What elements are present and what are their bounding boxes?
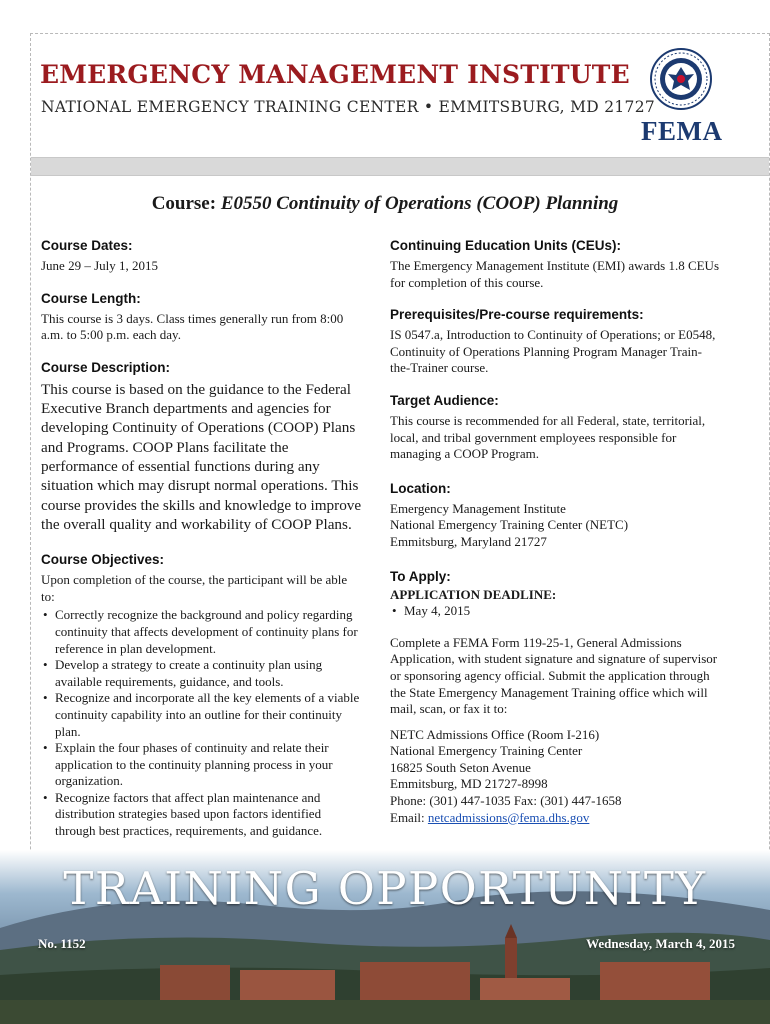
left-column <box>41 238 363 856</box>
list-item: • Correctly recognize the background and policy regarding continuity that affects development of continuity plans for reference in plan development. <box>55 607 363 657</box>
email-label: Email: <box>390 809 428 825</box>
to-apply-section <box>390 569 720 827</box>
course-objectives-section <box>41 552 363 840</box>
phone-fax-line: Phone: (301) 447-1035 Fax: (301) 447-1658 <box>390 793 622 809</box>
ceus-section <box>390 238 720 291</box>
prerequisites-text: IS 0547.a, Introduction to Continuity of Operations; or E0548, Continuity of Operations Planning Program Manager Train-the-Trainer course. <box>390 327 716 376</box>
address-line: 16825 South Seton Avenue <box>390 759 531 775</box>
location-line: National Emergency Training Center (NETC) <box>390 517 629 533</box>
training-opportunity-banner: TRAINING OPPORTUNITY <box>63 862 707 915</box>
target-audience-heading: Target Audience: <box>390 392 499 408</box>
course-dates-heading: Course Dates: <box>41 238 133 253</box>
location-section <box>390 481 720 551</box>
issue-number: No. 1152 <box>38 936 86 951</box>
ceus-text: The Emergency Management Institute (EMI) awards 1.8 CEUs for completion of this course. <box>390 258 719 290</box>
address-line: NETC Admissions Office (Room I-216) <box>390 726 600 742</box>
application-deadline-date: • May 4, 2015 <box>404 603 720 620</box>
objectives-list <box>41 607 363 839</box>
target-audience-section <box>390 393 720 463</box>
list-item: • Recognize factors that affect plan maintenance and distribution strategies based upon factors identified through best practices, requirements, and guidance. <box>55 790 363 840</box>
deadline-list <box>390 603 720 620</box>
course-objectives-heading: Course Objectives: <box>41 552 165 568</box>
prerequisites-heading: Prerequisites/Pre-course requirements: <box>390 307 644 323</box>
course-length-text: This course is 3 days. Class times generally run from 8:00 a.m. to 5:00 p.m. each day. <box>41 310 344 343</box>
course-length-section <box>41 291 363 344</box>
location-heading: Location: <box>390 480 451 496</box>
course-length-heading: Course Length: <box>41 290 141 306</box>
fema-logo: FEMA <box>641 116 723 146</box>
header-divider-band <box>31 157 769 176</box>
email-line <box>390 810 720 827</box>
location-line: Emmitsburg, Maryland 21727 <box>390 533 547 549</box>
list-item: • Recognize and incorporate all the key elements of a viable continuity capability into an outline for their continuity plan. <box>55 690 363 740</box>
course-dates-section <box>41 238 363 275</box>
email-link[interactable]: netcadmissions@fema.dhs.gov <box>427 809 590 825</box>
issue-date: Wednesday, March 4, 2015 <box>586 936 735 951</box>
course-description-text: This course is based on the guidance to the Federal Executive Branch departments and agencies for developing Continuity of Operations (COOP) Plans and Programs. COOP Plans facilitate the performance of essential functions during any situation which may disrupt normal operations. This course provides the skills and knowledge to improve the overall quality and workability of COOP Plans. <box>41 380 362 533</box>
course-dates-text: June 29 – July 1, 2015 <box>41 258 158 273</box>
address-line: Emmitsburg, MD 21727-8998 <box>390 776 548 792</box>
list-item: • Explain the four phases of continuity and relate their application to the continuity planning process in your organization. <box>55 740 363 790</box>
admissions-address <box>390 727 720 827</box>
institute-title: EMERGENCY MANAGEMENT INSTITUTE <box>40 60 630 89</box>
right-column <box>390 238 720 842</box>
course-objectives-intro: Upon completion of the course, the participant will be able to: <box>41 572 348 604</box>
apply-instructions: Complete a FEMA Form 119-25-1, General Admissions Application, with student signature and signature of supervisor or sponsoring agency official. Submit the application through the State Emergency Management Training office which will mail, scan, or fax it to: <box>390 634 718 717</box>
list-item: • Develop a strategy to create a continuity plan using available requirements, guidance, and tools. <box>55 657 363 690</box>
ceus-heading: Continuing Education Units (CEUs): <box>390 238 621 253</box>
application-deadline-label: APPLICATION DEADLINE: <box>390 586 557 602</box>
prerequisites-section <box>390 307 720 377</box>
course-description-section <box>41 360 363 534</box>
course-description-heading: Course Description: <box>41 359 171 375</box>
target-audience-text: This course is recommended for all Federal, state, territorial, local, and tribal government employees responsible for managing a COOP Program. <box>390 412 706 462</box>
dhs-seal-icon <box>650 48 712 110</box>
course-title <box>0 193 770 215</box>
to-apply-heading: To Apply: <box>390 568 451 584</box>
course-title-name: E0550 Continuity of Operations (COOP) Planning <box>220 193 619 214</box>
institute-subtitle: NATIONAL EMERGENCY TRAINING CENTER • EMMITSBURG, MD 21727 <box>41 98 656 116</box>
location-line: Emergency Management Institute <box>390 500 566 516</box>
address-line: National Emergency Training Center <box>390 743 583 759</box>
course-title-label: Course: <box>151 193 217 214</box>
